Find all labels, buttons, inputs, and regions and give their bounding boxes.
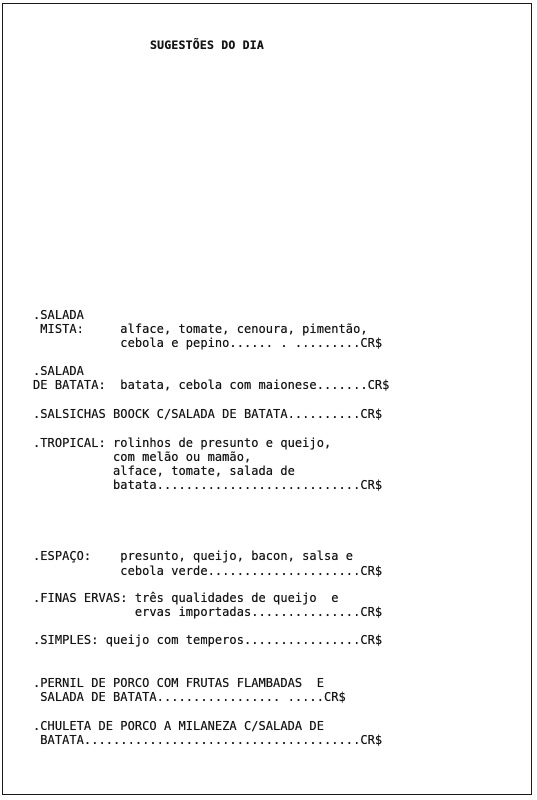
espaco-line-1: .ESPAÇO: presunto, queijo, bacon, salsa e [33, 549, 354, 563]
tropical-line-1: .TROPICAL: rolinhos de presunto e queijo, [33, 436, 332, 450]
salada-batata-line-1: DE BATATA: batata, cebola com maionese.......CR$ [33, 378, 390, 392]
salada-batata-heading: .SALADA [33, 364, 84, 378]
salada-mista-line-2: cebola e pepino...... . .........CR$ [33, 336, 383, 350]
simples-item: .SIMPLES: queijo com temperos................CR$ [33, 633, 383, 647]
salsichas-item: .SALSICHAS BOOCK C/SALADA DE BATATA..........CR$ [33, 407, 383, 421]
finas-ervas-line-1: .FINAS ERVAS: três qualidades de queijo e [33, 591, 339, 605]
pernil-line-2: SALADA DE BATATA................. .....CR$ [33, 690, 346, 704]
pernil-line-1: .PERNIL DE PORCO COM FRUTAS FLAMBADAS E [33, 676, 324, 690]
salada-mista-heading: .SALADA [33, 308, 84, 322]
tropical-line-3: alface, tomate, salada de [33, 464, 295, 478]
tropical-line-2: com melão ou mamão, [33, 450, 252, 464]
chuleta-line-2: BATATA......................................CR$ [33, 733, 383, 747]
chuleta-line-1: .CHULETA DE PORCO A MILANEZA C/SALADA DE [33, 719, 324, 733]
espaco-line-2: cebola verde.....................CR$ [33, 564, 383, 578]
menu-title: SUGESTÕES DO DIA [150, 38, 264, 52]
finas-ervas-line-2: ervas importadas...............CR$ [33, 605, 383, 619]
tropical-line-4: batata............................CR$ [33, 478, 383, 492]
salada-mista-line-1: MISTA: alface, tomate, cenoura, pimentão, [33, 322, 368, 336]
